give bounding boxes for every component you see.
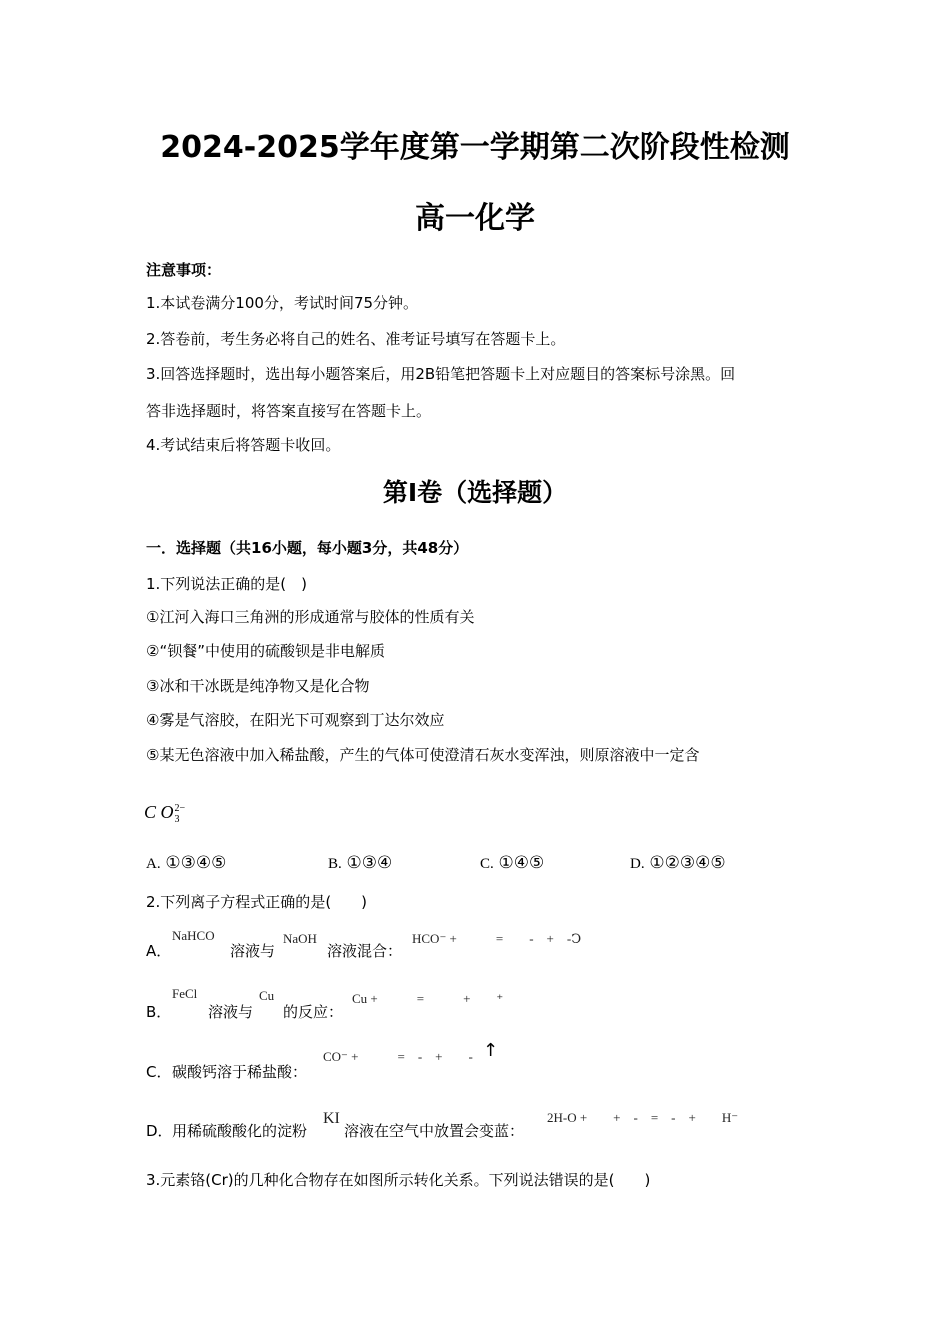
statement-mark: ③ [146, 677, 160, 695]
q2-a-reagent-1: NaHCO [172, 928, 215, 943]
carbonate-ion: C O 2− 3 [144, 802, 186, 825]
gas-arrow-icon: ↑ [483, 1040, 499, 1061]
q3-stem: 3.元素铬(Cr)的几种化合物存在如图所示转化关系。下列说法错误的是( ) [146, 1171, 651, 1189]
q2-b-reagent-2: Cu [259, 988, 275, 1003]
statement-mark: ④ [146, 711, 160, 729]
q2-b-connector: 溶液与 [208, 1003, 254, 1021]
q2-a-reagent-2: NaOH [283, 931, 317, 946]
q2-a-connector: 溶液与 [230, 942, 276, 960]
exam-title: 2024-2025学年度第一学期第二次阶段性检测 [160, 130, 790, 165]
statement-mark: ⑤ [146, 746, 160, 764]
q2-option-c-label: C． [146, 1063, 172, 1081]
q1-statement [146, 675, 369, 696]
q1-option-b[interactable]: B. ①③④ [328, 853, 393, 873]
q2-d-suffix: 溶液在空气中放置会变蓝： [344, 1122, 525, 1140]
q1-stem: 1.下列说法正确的是( ) [146, 575, 308, 593]
q2-b-equation: Cu + = + ⁺ [352, 991, 504, 1006]
statement-mark: ② [146, 642, 160, 660]
statement-text: 江河入海口三角洲的形成通常与胶体的性质有关 [159, 608, 475, 626]
q2-option-b-label: B． [146, 1003, 172, 1021]
notes-heading: 注意事项： [146, 261, 222, 279]
q2-d-reagent: KI [323, 1110, 340, 1127]
note-item: 1.本试卷满分100分，考试时间75分钟。 [146, 294, 419, 312]
section-title: 第I卷（选择题） [382, 478, 568, 507]
statement-mark: ① [146, 608, 160, 626]
q2-a-suffix: 溶液混合： [327, 942, 403, 960]
q1-option-c[interactable]: C. ①④⑤ [480, 853, 545, 873]
q1-statement [146, 606, 474, 627]
statement-text: 冰和干冰既是纯净物又是化合物 [159, 677, 370, 695]
q2-b-reagent-1: FeCl [172, 986, 198, 1001]
q2-option-d-label: D． [146, 1122, 173, 1140]
q2-d-equation: 2H-O + + - = - + H⁻ [547, 1110, 739, 1125]
q2-b-suffix: 的反应： [283, 1003, 344, 1021]
part-heading: 一．选择题（共16小题，每小题3分，共48分） [146, 539, 469, 557]
q2-a-equation: HCO⁻ + = - + -Ↄ [412, 931, 582, 946]
ion-subscript: 3 [174, 813, 180, 825]
q2-d-prefix: 用稀硫酸酸化的淀粉 [172, 1122, 308, 1140]
exam-subject: 高一化学 [415, 201, 535, 236]
q2-option-a-label: A． [146, 942, 172, 960]
q2-c-text: 碳酸钙溶于稀盐酸： [172, 1063, 308, 1081]
statement-text: 某无色溶液中加入稀盐酸，产生的气体可使澄清石灰水变浑浊，则原溶液中一定含 [159, 746, 700, 764]
note-item: 答非选择题时，将答案直接写在答题卡上。 [146, 402, 432, 420]
note-item: 3.回答选择题时，选出每小题答案后，用2B铅笔把答题卡上对应题目的答案标号涂黑。回 [146, 365, 736, 383]
q1-option-a[interactable]: A. ①③④⑤ [146, 853, 227, 873]
note-item: 2.答卷前，考生务必将自己的姓名、准考证号填写在答题卡上。 [146, 330, 566, 348]
q2-c-equation: CO⁻ + = - + - [323, 1049, 473, 1064]
statement-text: “钡餐”中使用的硫酸钡是非电解质 [159, 642, 385, 660]
statement-text: 雾是气溶胶，在阳光下可观察到丁达尔效应 [159, 711, 445, 729]
ion-charge: 2− [174, 802, 186, 814]
q1-option-d[interactable]: D. ①②③④⑤ [630, 853, 726, 873]
q1-statement [146, 709, 444, 730]
q2-stem: 2.下列离子方程式正确的是( ) [146, 893, 368, 911]
note-item: 4.考试结束后将答题卡收回。 [146, 436, 341, 454]
q1-statement [146, 640, 385, 661]
q1-statement [146, 744, 699, 765]
